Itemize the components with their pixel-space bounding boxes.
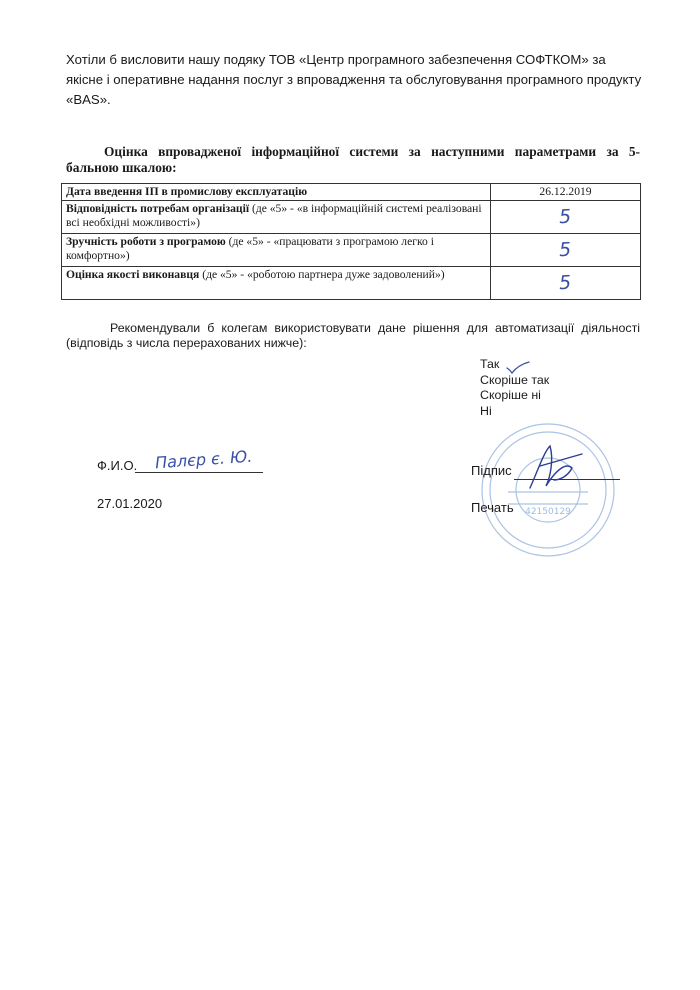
row-label: Дата введення ІП в промислову експлуатацію — [66, 185, 308, 198]
table-row — [62, 201, 641, 234]
table-row — [62, 267, 641, 300]
table-cell-value — [491, 234, 641, 267]
option-yes: Так — [480, 357, 500, 371]
seal-label: Печать — [471, 500, 514, 515]
row-value: 26.12.2019 — [539, 185, 592, 198]
fio-handwritten — [154, 446, 253, 473]
fio-handwritten-text: Палєр є. Ю. — [154, 446, 253, 473]
row-label: Відповідність потребам організації — [66, 202, 250, 215]
table-cell-label — [62, 234, 491, 267]
intro-line: Хотіли б висловити нашу подяку ТОВ «Центр програмного забезпечення СОФТКОМ» за — [66, 52, 606, 67]
table-cell-label — [62, 267, 491, 300]
rating-heading-line: Оцінка впровадженої інформаційної системи за наступними параметрами за 5- — [104, 144, 640, 159]
intro-line: якісне і оперативне надання послуг з впровадження та обслуговування програмного продукту — [66, 72, 642, 87]
table-row — [62, 234, 641, 267]
ratings-table — [61, 183, 641, 300]
recommendation-line: (відповідь з числа перерахованих нижче): — [66, 336, 307, 350]
row-detail: (де «5» - «роботою партнера дуже задоволений») — [199, 268, 445, 281]
row-label: Зручність роботи з програмою — [66, 235, 226, 248]
stamp-code: 42150129 — [525, 507, 571, 517]
table-cell-value — [491, 184, 641, 201]
row-detail: (де «5» - «в інформаційній системі реалізовані всі необхідні можливості») — [66, 202, 482, 229]
signature-scribble — [520, 440, 590, 495]
document-date: 27.01.2020 — [97, 496, 163, 511]
recommendation-paragraph — [66, 321, 640, 351]
intro-line: «BAS». — [66, 92, 111, 107]
intro-paragraph — [66, 50, 646, 110]
table-cell-label — [62, 184, 491, 201]
option-rather-yes: Скоріше так — [480, 372, 550, 387]
option-rather-no: Скоріше ні — [480, 388, 541, 402]
signature-label: Підпис — [471, 463, 512, 478]
fio-label: Ф.И.О. — [97, 458, 138, 473]
fio-underline — [135, 472, 263, 473]
table-cell-value — [491, 267, 641, 300]
row-label: Оцінка якості виконавця — [66, 268, 200, 281]
handwritten-score: 5 — [558, 238, 573, 262]
handwritten-score: 5 — [558, 271, 573, 295]
recommendation-line: Рекомендували б колегам використовувати дане рішення для автоматизації діяльності — [110, 321, 640, 335]
table-row — [62, 184, 641, 201]
rating-heading — [66, 144, 640, 176]
table-cell-label — [62, 201, 491, 234]
row-detail: (де «5» - «працювати з програмою легко і комфортно») — [66, 235, 434, 262]
checkmark-icon — [505, 361, 531, 375]
handwritten-score: 5 — [558, 205, 573, 229]
rating-heading-line: бальною шкалою: — [66, 160, 177, 175]
option-no: Ні — [480, 403, 492, 418]
table-cell-value — [491, 201, 641, 234]
